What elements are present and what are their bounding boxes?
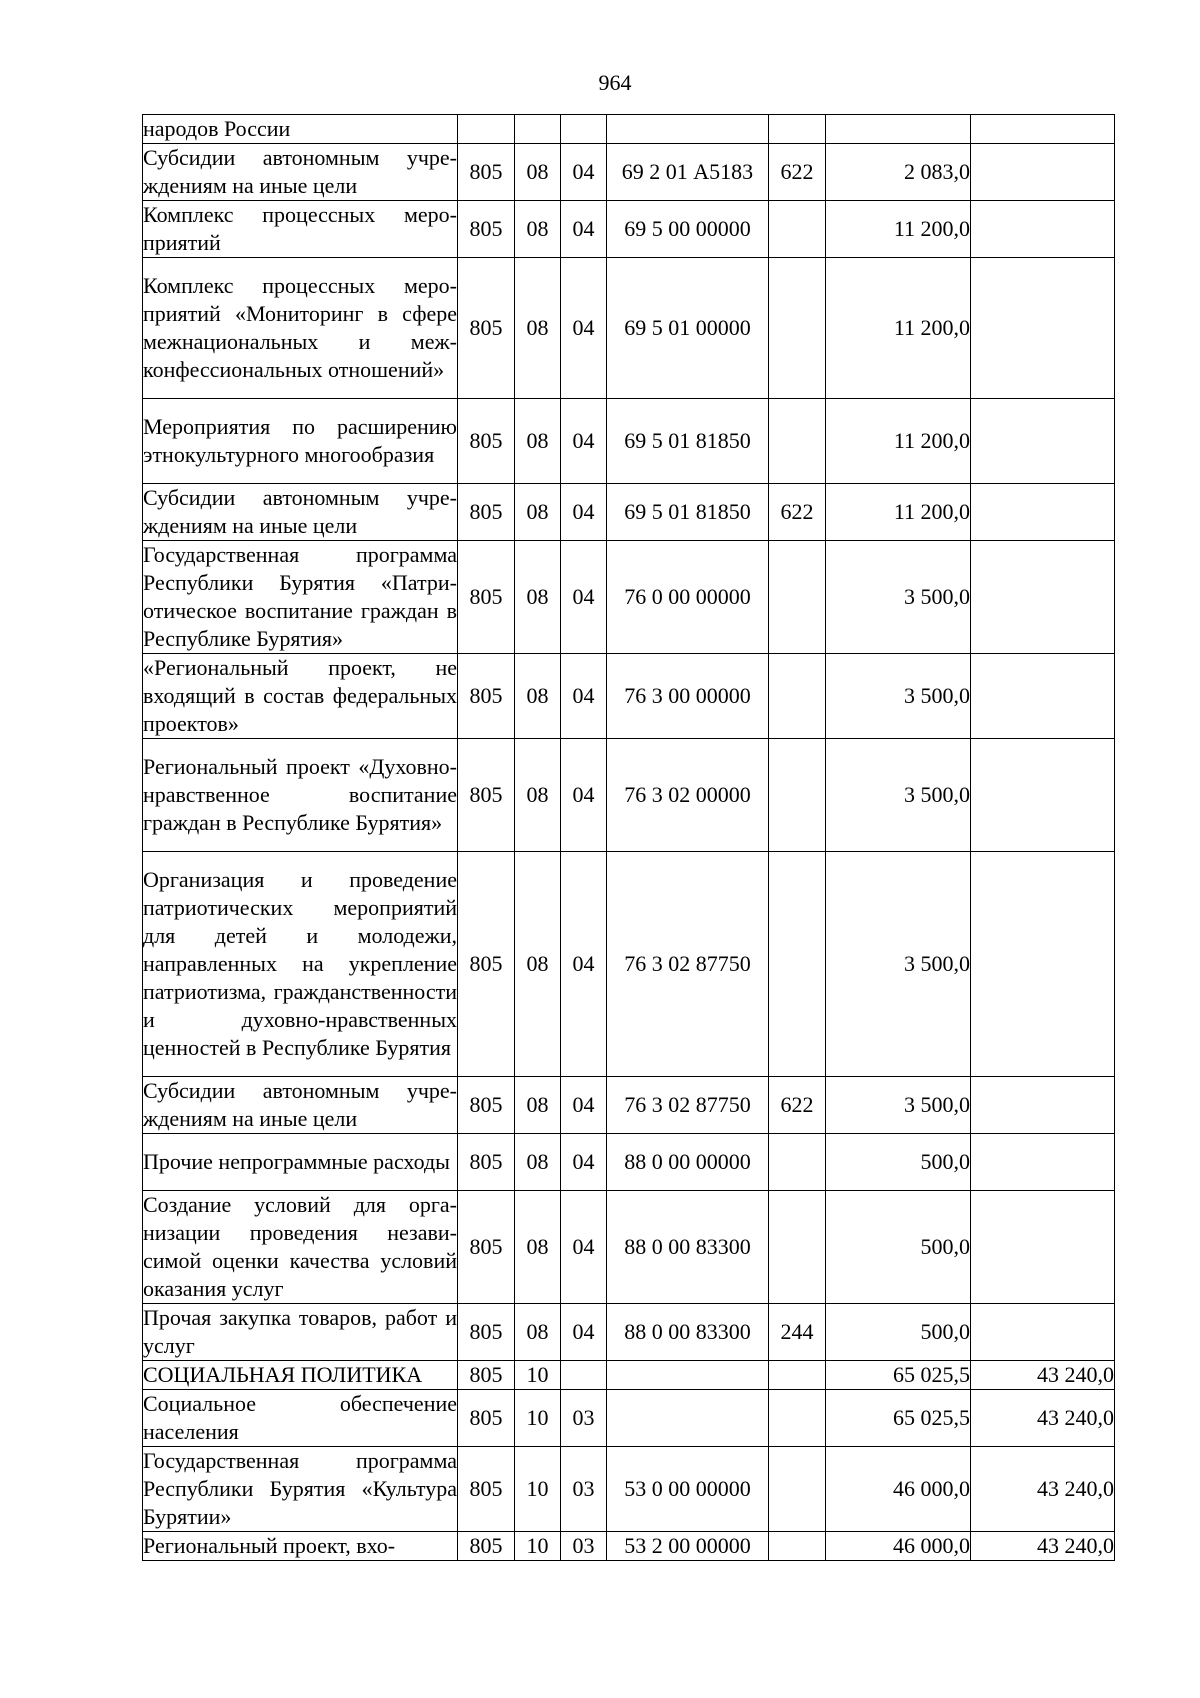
amount-1: 46 000,0 (826, 1447, 971, 1532)
amount-1: 11 200,0 (826, 399, 971, 484)
ministry-code: 805 (458, 1191, 515, 1304)
amount-2 (971, 484, 1115, 541)
amount-1: 3 500,0 (826, 852, 971, 1077)
expense-name: народов России (143, 115, 458, 144)
expense-type (769, 201, 826, 258)
subsection-code: 03 (561, 1447, 607, 1532)
target-article: 76 3 02 87750 (607, 1077, 769, 1134)
amount-1: 3 500,0 (826, 654, 971, 739)
amount-1: 500,0 (826, 1191, 971, 1304)
table-row (143, 144, 1115, 201)
expense-type (769, 1361, 826, 1390)
amount-2 (971, 739, 1115, 852)
target-article (607, 1390, 769, 1447)
subsection-code (561, 1361, 607, 1390)
table-row (143, 115, 1115, 144)
ministry-code (458, 115, 515, 144)
amount-2 (971, 201, 1115, 258)
table-row (143, 1390, 1115, 1447)
table-row (143, 852, 1115, 1077)
table-row (143, 1077, 1115, 1134)
section-code: 10 (515, 1532, 561, 1561)
ministry-code: 805 (458, 1077, 515, 1134)
amount-2: 43 240,0 (971, 1532, 1115, 1561)
subsection-code: 03 (561, 1390, 607, 1447)
expense-type (769, 1532, 826, 1561)
amount-1 (826, 115, 971, 144)
table-row (143, 541, 1115, 654)
target-article (607, 1361, 769, 1390)
expense-name: «Региональный проект, не входящий в состав федеральных проектов» (143, 654, 458, 739)
table-row (143, 1532, 1115, 1561)
ministry-code: 805 (458, 201, 515, 258)
expense-name: Комплекс процессных мероприятий «Мониторинг в сфере межнациональных и межконфессиональных отношений» (143, 258, 458, 399)
ministry-code: 805 (458, 852, 515, 1077)
budget-table (142, 114, 1115, 1561)
subsection-code: 04 (561, 1304, 607, 1361)
amount-2 (971, 1077, 1115, 1134)
subsection-code: 04 (561, 201, 607, 258)
table-row (143, 1191, 1115, 1304)
amount-2 (971, 654, 1115, 739)
section-code: 08 (515, 1134, 561, 1191)
amount-1: 11 200,0 (826, 201, 971, 258)
section-code: 10 (515, 1447, 561, 1532)
table-row (143, 399, 1115, 484)
amount-1: 11 200,0 (826, 484, 971, 541)
expense-name: Субсидии автономным учреждениям на иные цели (143, 144, 458, 201)
expense-name: Субсидии автономным учреждениям на иные цели (143, 1077, 458, 1134)
table-row (143, 1361, 1115, 1390)
page-number: 964 (598, 70, 632, 95)
target-article: 76 3 00 00000 (607, 654, 769, 739)
expense-name: Создание условий для организации проведения независимой оценки качества условий оказания услуг (143, 1191, 458, 1304)
target-article: 69 5 01 00000 (607, 258, 769, 399)
subsection-code: 04 (561, 1134, 607, 1191)
ministry-code: 805 (458, 1134, 515, 1191)
amount-2 (971, 258, 1115, 399)
table-row (143, 484, 1115, 541)
expense-name: Государственная программа Республики Бурятия «Культура Бурятии» (143, 1447, 458, 1532)
table-row (143, 654, 1115, 739)
amount-2 (971, 144, 1115, 201)
amount-1: 3 500,0 (826, 1077, 971, 1134)
expense-name: Прочая закупка товаров, работ и услуг (143, 1304, 458, 1361)
section-code: 08 (515, 484, 561, 541)
amount-1: 46 000,0 (826, 1532, 971, 1561)
expense-name: Региональный проект «Духовно-нравственное воспитание граждан в Республике Бурятия» (143, 739, 458, 852)
amount-1: 65 025,5 (826, 1361, 971, 1390)
ministry-code: 805 (458, 399, 515, 484)
section-code: 10 (515, 1390, 561, 1447)
subsection-code: 04 (561, 1077, 607, 1134)
section-code: 08 (515, 541, 561, 654)
section-code: 08 (515, 1077, 561, 1134)
subsection-code: 04 (561, 654, 607, 739)
amount-2 (971, 1304, 1115, 1361)
amount-2 (971, 399, 1115, 484)
ministry-code: 805 (458, 1390, 515, 1447)
amount-2 (971, 1191, 1115, 1304)
target-article: 88 0 00 83300 (607, 1191, 769, 1304)
expense-type (769, 541, 826, 654)
amount-2: 43 240,0 (971, 1390, 1115, 1447)
subsection-code: 04 (561, 484, 607, 541)
section-code: 08 (515, 144, 561, 201)
section-code: 08 (515, 654, 561, 739)
amount-2: 43 240,0 (971, 1361, 1115, 1390)
ministry-code: 805 (458, 1447, 515, 1532)
target-article: 88 0 00 00000 (607, 1134, 769, 1191)
amount-1: 500,0 (826, 1134, 971, 1191)
expense-type: 622 (769, 484, 826, 541)
amount-1: 2 083,0 (826, 144, 971, 201)
expense-type (769, 1390, 826, 1447)
expense-type (769, 1134, 826, 1191)
expense-type: 622 (769, 1077, 826, 1134)
target-article: 53 2 00 00000 (607, 1532, 769, 1561)
section-code: 08 (515, 739, 561, 852)
section-code: 08 (515, 1191, 561, 1304)
amount-1: 3 500,0 (826, 541, 971, 654)
ministry-code: 805 (458, 484, 515, 541)
expense-name: Социальное обеспечение населения (143, 1390, 458, 1447)
amount-2 (971, 115, 1115, 144)
expense-name: Прочие непрограммные расходы (143, 1134, 458, 1191)
ministry-code: 805 (458, 1304, 515, 1361)
target-article: 69 5 00 00000 (607, 201, 769, 258)
ministry-code: 805 (458, 739, 515, 852)
table-row (143, 258, 1115, 399)
target-article: 76 3 02 87750 (607, 852, 769, 1077)
expense-type: 244 (769, 1304, 826, 1361)
target-article: 88 0 00 83300 (607, 1304, 769, 1361)
table-row (143, 201, 1115, 258)
expense-name: Организация и проведение патриотических мероприятий для детей и молодежи, направленных на укрепление патриотизма, гражданственности и духовно-нравственных ценностей в Республике Бурятия (143, 852, 458, 1077)
expense-type: 622 (769, 144, 826, 201)
expense-type (769, 852, 826, 1077)
expense-name: Региональный проект, вхо- (143, 1532, 458, 1561)
subsection-code: 03 (561, 1532, 607, 1561)
subsection-code: 04 (561, 1191, 607, 1304)
ministry-code: 805 (458, 144, 515, 201)
expense-type (769, 654, 826, 739)
section-code: 10 (515, 1361, 561, 1390)
amount-1: 65 025,5 (826, 1390, 971, 1447)
subsection-code: 04 (561, 399, 607, 484)
target-article: 76 3 02 00000 (607, 739, 769, 852)
ministry-code: 805 (458, 1532, 515, 1561)
subsection-code: 04 (561, 144, 607, 201)
amount-1: 500,0 (826, 1304, 971, 1361)
amount-2: 43 240,0 (971, 1447, 1115, 1532)
expense-name: Мероприятия по расширению этнокультурного многообразия (143, 399, 458, 484)
ministry-code: 805 (458, 654, 515, 739)
amount-2 (971, 541, 1115, 654)
subsection-code: 04 (561, 739, 607, 852)
subsection-code: 04 (561, 541, 607, 654)
table-row (143, 739, 1115, 852)
table-row (143, 1447, 1115, 1532)
expense-name: Государственная программа Республики Бурятия «Патриотическое воспитание граждан в Республике Бурятия» (143, 541, 458, 654)
subsection-code: 04 (561, 852, 607, 1077)
subsection-code (561, 115, 607, 144)
target-article: 69 2 01 А5183 (607, 144, 769, 201)
expense-type (769, 739, 826, 852)
expense-name: СОЦИАЛЬНАЯ ПОЛИТИКА (143, 1361, 458, 1390)
expense-type (769, 399, 826, 484)
expense-type (769, 1447, 826, 1532)
table-row (143, 1304, 1115, 1361)
amount-1: 3 500,0 (826, 739, 971, 852)
target-article: 69 5 01 81850 (607, 484, 769, 541)
amount-2 (971, 852, 1115, 1077)
target-article: 53 0 00 00000 (607, 1447, 769, 1532)
target-article (607, 115, 769, 144)
section-code: 08 (515, 258, 561, 399)
subsection-code: 04 (561, 258, 607, 399)
target-article: 69 5 01 81850 (607, 399, 769, 484)
section-code: 08 (515, 399, 561, 484)
ministry-code: 805 (458, 258, 515, 399)
expense-name: Субсидии автономным учреждениям на иные цели (143, 484, 458, 541)
ministry-code: 805 (458, 1361, 515, 1390)
section-code: 08 (515, 201, 561, 258)
amount-1: 11 200,0 (826, 258, 971, 399)
expense-name: Комплекс процессных мероприятий (143, 201, 458, 258)
expense-type (769, 1191, 826, 1304)
section-code (515, 115, 561, 144)
ministry-code: 805 (458, 541, 515, 654)
amount-2 (971, 1134, 1115, 1191)
table-row (143, 1134, 1115, 1191)
expense-type (769, 115, 826, 144)
section-code: 08 (515, 1304, 561, 1361)
expense-type (769, 258, 826, 399)
target-article: 76 0 00 00000 (607, 541, 769, 654)
section-code: 08 (515, 852, 561, 1077)
